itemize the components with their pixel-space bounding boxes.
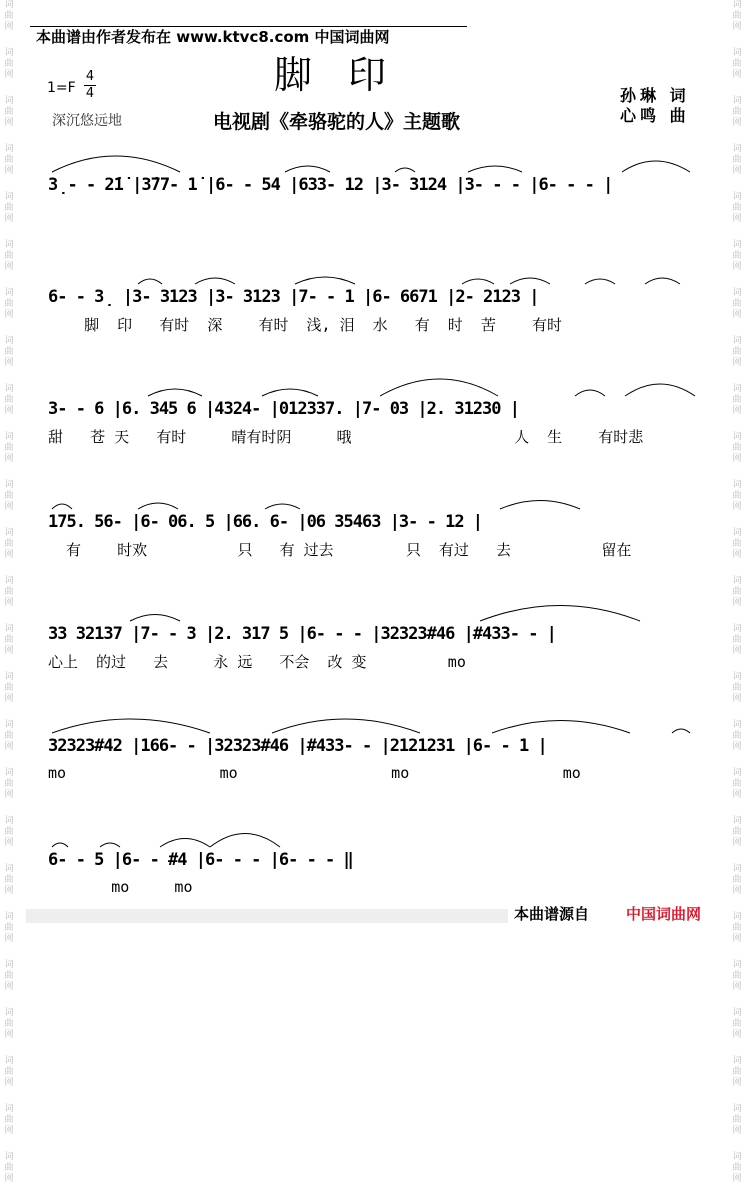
watermark-char: 词 [732,1104,742,1114]
watermark-char: 曲 [4,827,14,837]
watermark-char: 曲 [4,107,14,117]
watermark-char: 词 [4,864,14,874]
watermark-char: 词 [4,432,14,442]
score-line-3-lyrics: 甜 苍 天 有时 晴有时阴 哦 人 生 有时悲 [48,428,644,446]
composer: 心鸣 曲 [620,106,690,125]
slur [295,277,355,284]
watermark-char: 词 [4,0,14,10]
slur [622,161,690,172]
watermark-char: 曲 [732,1115,742,1125]
watermark-char: 网 [732,406,742,416]
slur [272,719,420,733]
watermark-char: 曲 [4,587,14,597]
slur [160,839,210,848]
watermark-char: 词 [4,192,14,202]
watermark-char: 网 [4,646,14,656]
watermark-char: 网 [732,886,742,896]
song-subtitle: 电视剧《牵骆驼的人》主题歌 [213,111,461,133]
watermark-char: 词 [4,528,14,538]
slur [462,279,494,284]
watermark-char: 网 [732,454,742,464]
slur [138,279,162,284]
watermark-char: 网 [4,1030,14,1040]
watermark-char: 曲 [4,539,14,549]
watermark-char: 网 [4,406,14,416]
watermark-char: 网 [732,790,742,800]
watermark-char: 曲 [732,443,742,453]
watermark-char: 词 [732,192,742,202]
watermark-char: 网 [4,1174,14,1184]
watermark-char: 曲 [4,635,14,645]
watermark-char: 曲 [4,251,14,261]
credits [620,86,690,126]
slur [148,389,202,396]
slur [645,278,680,284]
watermark-char: 曲 [732,1019,742,1029]
watermark-char: 网 [4,694,14,704]
watermark-char: 曲 [4,731,14,741]
watermark-char: 曲 [732,923,742,933]
watermark-char: 曲 [732,107,742,117]
watermark-char: 网 [4,886,14,896]
slur [52,719,210,733]
time-signature [84,70,96,101]
watermark-char: 网 [4,502,14,512]
slur [625,384,695,396]
watermark-char: 曲 [732,155,742,165]
slur [100,843,120,847]
watermark-char: 词 [4,384,14,394]
watermark-char: 网 [732,70,742,80]
score-line-5-notes: 33 32137 |7- - 3 |2. 317 5 |6- - - |32323#46 |#433- - | [48,624,556,644]
watermark-char: 曲 [4,1067,14,1077]
watermark-char: 词 [4,720,14,730]
song-title: 脚印 [274,53,423,97]
slur [52,504,72,509]
watermark-char: 网 [732,742,742,752]
watermark-char: 词 [4,1056,14,1066]
watermark-char: 曲 [732,1067,742,1077]
score-line-2-notes: 6- - 3̣ |3- 3123 |3- 3123 |7- - 1 |6- 6671 |2- 2123 | [48,287,539,307]
watermark-char: 曲 [732,539,742,549]
watermark-char: 曲 [4,875,14,885]
watermark-char: 网 [732,550,742,560]
slur [492,721,630,734]
watermark-char: 词 [4,240,14,250]
watermark-char: 网 [732,262,742,272]
slur [575,390,605,396]
slur [585,279,615,284]
watermark-char: 词 [732,432,742,442]
slur [262,389,318,396]
watermark-char: 词 [732,528,742,538]
watermark-char: 网 [4,550,14,560]
watermark-char: 曲 [4,299,14,309]
watermark-char: 曲 [4,443,14,453]
slur [395,168,415,172]
watermark-char: 词 [732,1152,742,1162]
watermark-char: 词 [4,48,14,58]
watermark-char: 曲 [732,731,742,741]
watermark-char: 词 [732,1056,742,1066]
watermark-char: 词 [732,624,742,634]
watermark-char: 词 [732,576,742,586]
watermark-char: 网 [732,502,742,512]
watermark-char: 曲 [732,635,742,645]
watermark-char: 曲 [4,155,14,165]
watermark-char: 词 [732,768,742,778]
watermark-char: 曲 [732,971,742,981]
watermark-char: 网 [4,22,14,32]
watermark-char: 词 [4,576,14,586]
watermark-char: 词 [732,864,742,874]
watermark-char: 词 [732,960,742,970]
watermark-char: 网 [732,598,742,608]
watermark-char: 词 [732,480,742,490]
watermark-char: 网 [4,934,14,944]
watermark-char: 网 [4,262,14,272]
score-line-3-notes: 3- - 6 |6. 345 6 |4324- |012337. |7- 03 |2. 31230 | [48,399,519,419]
watermark-char: 网 [4,1126,14,1136]
watermark-char: 曲 [4,971,14,981]
watermark-char: 网 [732,838,742,848]
slur [210,834,280,848]
slur [138,503,178,509]
watermark-char: 词 [4,912,14,922]
watermark-char: 曲 [4,923,14,933]
watermark-char: 曲 [4,11,14,21]
watermark-char: 曲 [732,827,742,837]
watermark-char: 词 [4,1104,14,1114]
watermark-char: 网 [4,1078,14,1088]
watermark-char: 曲 [4,347,14,357]
watermark-char: 网 [4,118,14,128]
watermark-char: 曲 [732,683,742,693]
watermark-char: 网 [4,982,14,992]
watermark-char: 曲 [4,683,14,693]
watermark-char: 词 [4,288,14,298]
slur [265,504,300,509]
watermark-char: 网 [4,454,14,464]
watermark-char: 网 [4,598,14,608]
watermark-char: 网 [4,310,14,320]
watermark-char: 词 [732,816,742,826]
watermark-char: 词 [4,336,14,346]
watermark-char: 曲 [4,203,14,213]
watermark-char: 词 [4,624,14,634]
watermark-char: 曲 [732,491,742,501]
slur [672,729,690,733]
watermark-char: 词 [732,336,742,346]
watermark-char: 词 [4,144,14,154]
watermark-char: 词 [732,0,742,10]
tempo-marking: 深沉悠远地 [52,113,122,129]
watermark-char: 词 [732,240,742,250]
watermark-char: 曲 [732,587,742,597]
watermark-right [730,0,744,1184]
watermark-char: 词 [732,384,742,394]
watermark-char: 网 [732,310,742,320]
slur [285,166,330,172]
score-line-4-lyrics: 有 时欢 只 有 过去 只 有过 去 留在 [48,541,632,559]
watermark-char: 词 [732,720,742,730]
score-line-7-notes: 6- - 5 |6- - #4 |6- - - |6- - - ‖ [48,850,353,870]
score-line-4-notes: 175. 56- |6- 06. 5 |66. 6- |06 35463 |3- - 12 | [48,512,483,532]
slur [52,843,68,847]
watermark-char: 网 [732,982,742,992]
watermark-char: 词 [732,48,742,58]
watermark-char: 网 [732,118,742,128]
watermark-char: 曲 [732,59,742,69]
watermark-char: 曲 [732,203,742,213]
watermark-char: 曲 [732,395,742,405]
publish-notice: 本曲谱由作者发布在 www.ktvc8.com 中国词曲网 [36,28,390,46]
slur [195,278,235,284]
watermark-char: 词 [4,816,14,826]
slur [52,156,180,172]
watermark-char: 词 [732,672,742,682]
score-line-7-lyrics: mo mo [48,878,193,896]
watermark-char: 曲 [4,1163,14,1173]
watermark-char: 词 [4,960,14,970]
watermark-char: 词 [4,1008,14,1018]
slur [130,615,180,622]
watermark-char: 网 [732,1078,742,1088]
watermark-char: 曲 [732,251,742,261]
score-line-5-lyrics: 心上 的过 去 永 远 不会 改 变 mo [48,653,466,671]
watermark-char: 曲 [732,299,742,309]
watermark-char: 词 [732,144,742,154]
watermark-char: 网 [732,646,742,656]
watermark-char: 网 [4,790,14,800]
watermark-char: 词 [732,288,742,298]
lyricist: 孙琳 词 [620,86,690,105]
watermark-char: 网 [732,934,742,944]
watermark-char: 词 [4,672,14,682]
watermark-char: 词 [4,768,14,778]
watermark-char: 网 [4,358,14,368]
watermark-char: 曲 [4,395,14,405]
slur [510,278,550,284]
watermark-char: 网 [732,1126,742,1136]
watermark-char: 曲 [4,1019,14,1029]
score-line-6-lyrics: mo mo mo mo [48,764,581,782]
watermark-char: 曲 [4,1115,14,1125]
watermark-char: 网 [732,1174,742,1184]
watermark-char: 网 [732,694,742,704]
watermark-char: 网 [732,1030,742,1040]
slur [380,379,498,396]
watermark-char: 网 [4,214,14,224]
watermark-char: 网 [732,22,742,32]
slur [480,606,640,622]
key-signature: 1=F [47,80,76,96]
watermark-char: 曲 [4,779,14,789]
watermark-char: 曲 [732,875,742,885]
footer-band [26,909,508,923]
score-line-6-notes: 32323#42 |166- - |32323#46 |#433- - |2121231 |6- - 1 | [48,736,547,756]
watermark-char: 网 [732,214,742,224]
watermark-char: 词 [4,1152,14,1162]
watermark-char: 网 [732,166,742,176]
slur [468,166,522,172]
watermark-char: 词 [4,480,14,490]
watermark-char: 词 [732,96,742,106]
footer-label: 本曲谱源自 [514,905,590,923]
score-line-1-notes: 3̣- - 2̇1̇ |3̇77- 1̇ |6- - 54 |633- 12 |3- 3124 |3- - - |6- - - | [48,175,613,195]
watermark-char: 网 [4,742,14,752]
watermark-char: 曲 [732,11,742,21]
watermark-char: 曲 [732,347,742,357]
footer-site-link[interactable]: 中国词曲网 [626,905,702,923]
watermark-char: 词 [4,96,14,106]
watermark-left [2,0,16,1184]
watermark-char: 曲 [732,779,742,789]
score-line-2-lyrics: 脚 印 有时 深 有时 浅, 泪 水 有 时 苦 有时 [48,316,562,334]
watermark-char: 网 [4,166,14,176]
watermark-char: 网 [4,838,14,848]
watermark-char: 词 [732,1008,742,1018]
watermark-char: 曲 [4,59,14,69]
watermark-char: 网 [4,70,14,80]
watermark-char: 曲 [4,491,14,501]
time-sig-top: 4 [85,69,95,84]
watermark-char: 词 [732,912,742,922]
watermark-char: 曲 [732,1163,742,1173]
slur [500,501,580,510]
watermark-char: 网 [732,358,742,368]
time-sig-bottom: 4 [85,86,95,101]
